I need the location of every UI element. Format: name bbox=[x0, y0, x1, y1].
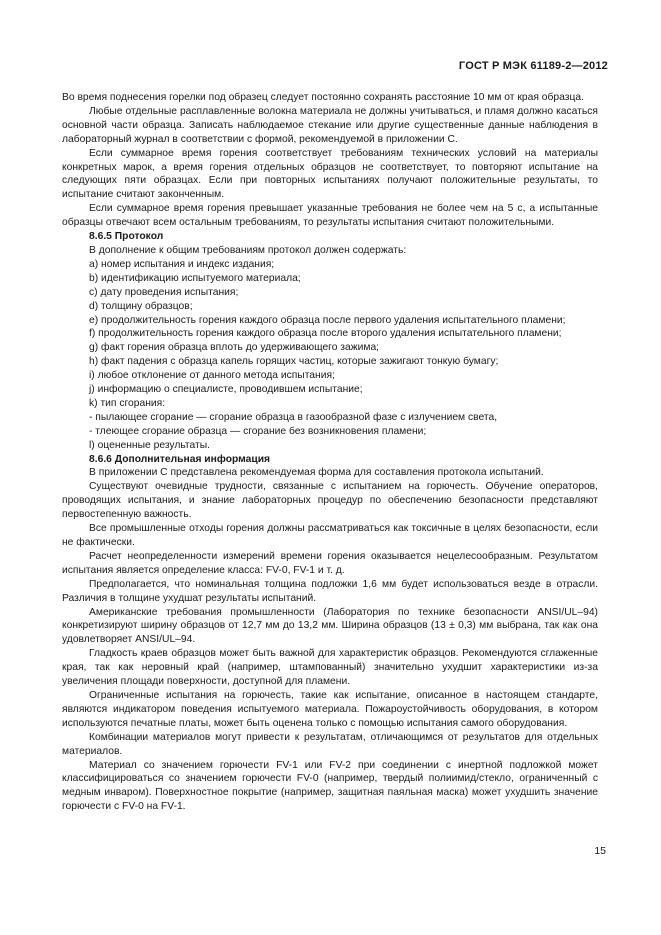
list-item: k) тип сгорания: bbox=[89, 397, 166, 409]
paragraph: Комбинации материалов могут привести к результатам, отличающимся от результатов для отдельных материалов. bbox=[62, 731, 598, 757]
list-item: - пылающее сгорание — сгорание образца в газообразной фазе с излучением света, bbox=[89, 411, 498, 423]
paragraph: Материал со значением горючести FV-1 или FV-2 при соединении с инертной подложкой может классифицироваться со значением горючести FV-0 (например, твердый полиимид/стекло, ограниченный с медным инваром). Поверхностное покрытие (например, защитная паяльная маска) может ухудшить значение горючести с FV-0 на FV-1. bbox=[62, 759, 598, 813]
list-item: g) факт горения образца вплоть до удерживающего зажима; bbox=[89, 342, 380, 354]
paragraph: Во время поднесения горелки под образец следует постоянно сохранять расстояние 10 мм от края образца. bbox=[62, 92, 584, 103]
list-item: c) дату проведения испытания; bbox=[89, 286, 239, 298]
paragraph: Американские требования промышленности (Лаборатория по технике безопасности ANSI/UL–94) конкретизируют ширину образцов от 12,7 мм до 13,2 мм. Ширина образцов (13 ± 0,3) мм выбрана, так как она удовлетворяет ANSI/UL–94. bbox=[62, 606, 598, 646]
list-item: - тлеющее сгорание образца — сгорание без возникновения пламени; bbox=[89, 425, 427, 437]
paragraph: В приложении С представлена рекомендуемая форма для составления протокола испытаний. bbox=[89, 467, 544, 479]
paragraph: Все промышленные отходы горения должны рассматриваться как токсичные в целях безопасности, если не фактически. bbox=[62, 523, 598, 548]
list-item: b) идентификацию испытуемого материала; bbox=[89, 272, 301, 284]
page-number: 15 bbox=[594, 845, 606, 857]
list-item: i) любое отклонение от данного метода испытания; bbox=[89, 370, 335, 382]
paragraph: Ограниченные испытания на горючесть, такие как испытание, описанное в настоящем стандарте, являются индикатором поведения испытуемого материала. Пожароустойчивость оборудования, в котором используются печатные платы, может быть оценена только с помощью испытания самого оборудования. bbox=[62, 689, 598, 729]
document-body bbox=[62, 91, 598, 814]
list-item: d) толщину образцов; bbox=[89, 300, 193, 312]
section-intro: В дополнение к общим требованиям протокол должен содержать: bbox=[89, 244, 407, 256]
section-heading: 8.6.5 Протокол bbox=[89, 231, 164, 243]
paragraph: Любые отдельные расплавленные волокна материала не должны учитываться, и пламя должно касаться основной части образца. Записать наблюдаемое стекание или другие существенные данные наблюдения в лабораторный журнал в соответствии с формой, рекомендуемой в приложении С. bbox=[62, 105, 598, 145]
standard-header: ГОСТ Р МЭК 61189-2—2012 bbox=[458, 60, 608, 72]
paragraph: Если суммарное время горения соответствует требованиям технических условий на материалы конкретных марок, а время горения отдельных образцов не соответствует, то повторяют испытание на следующих пяти образцах. Если при повторных испытаниях получают положительные результаты, то испытание считают законченным. bbox=[62, 147, 598, 201]
paragraph: Расчет неопределенности измерений времени горения оказывается нецелесообразным. Результатом испытания является определение класса: FV-0, FV-1 и т. д. bbox=[62, 550, 598, 576]
list-item: f) продолжительность горения каждого образца после второго удаления испытательного пламени; bbox=[89, 328, 562, 340]
list-item: h) факт падения с образца капель горящих частиц, которые зажигают тонкую бумагу; bbox=[89, 356, 499, 368]
paragraph: Существуют очевидные трудности, связанные с испытанием на горючесть. Обучение операторов, проводящих испытания, и знание лабораторных процедур по обеспечению безопасности представляют первостепенную важность. bbox=[62, 481, 598, 521]
list-item: e) продолжительность горения каждого образца после первого удаления испытательного пламени; bbox=[89, 314, 566, 326]
list-item: a) номер испытания и индекс издания; bbox=[89, 258, 275, 270]
list-item: j) информацию о специалисте, проводившем испытание; bbox=[89, 384, 363, 396]
paragraph: Предполагается, что номинальная толщина подложки 1,6 мм будет использоваться везде в отрасли. Различия в толщине ухудшат результаты испытаний. bbox=[62, 578, 598, 604]
section-heading: 8.6.6 Дополнительная информация bbox=[89, 453, 271, 465]
list-item: l) оцененные результаты. bbox=[89, 439, 210, 451]
paragraph: Гладкость краев образцов может быть важной для характеристик образцов. Рекомендуются сглаженные края, так как неровный край (например, штампованный) значительно ухудшит характеристики из-за увеличения площади поверхности, доступной для пламени. bbox=[62, 648, 598, 688]
paragraph: Если суммарное время горения превышает указанные требования не более чем на 5 с, а испытанные образцы отвечают всем остальным требованиям, то результаты испытания считают положительными. bbox=[62, 203, 598, 229]
